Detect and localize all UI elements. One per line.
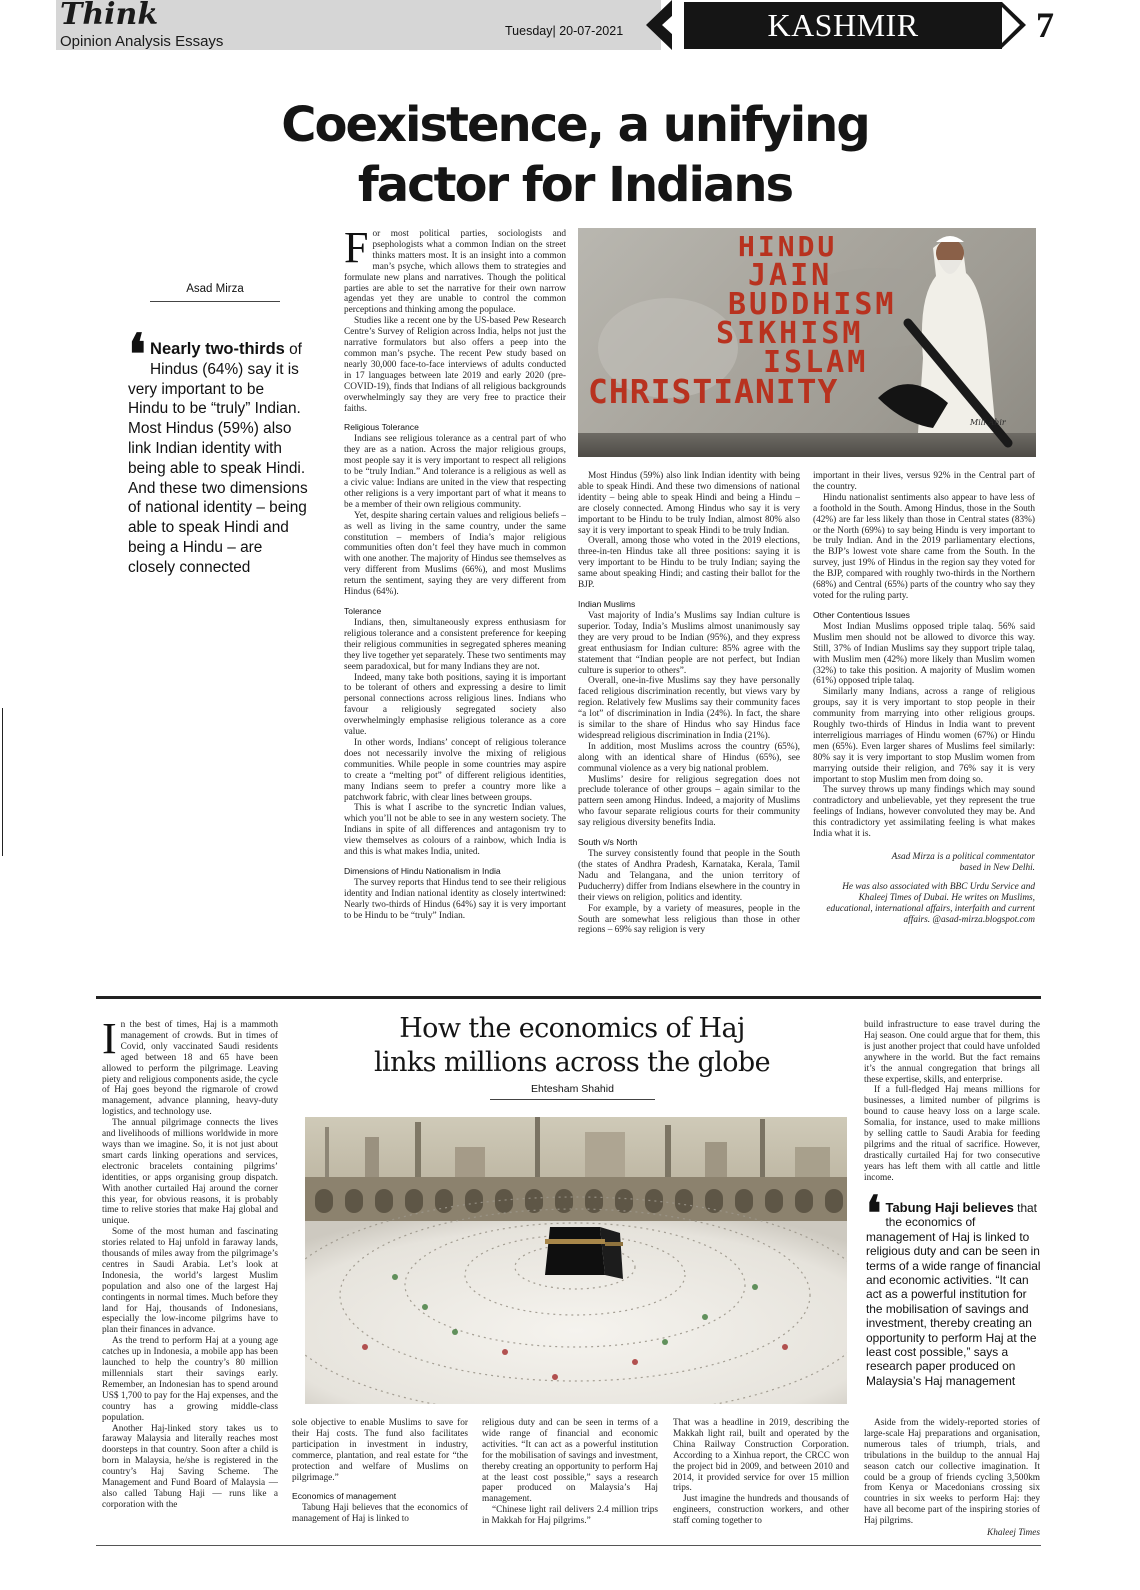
- graffiti-word: ISLAM: [763, 345, 869, 380]
- graffiti-text: [588, 230, 897, 411]
- article2-headline-line1: How the economics of Haj: [399, 1013, 745, 1044]
- article1-headline: [180, 95, 970, 215]
- subheading: Religious Tolerance: [344, 422, 419, 433]
- pull-quote-lead: Nearly two-thirds: [150, 340, 285, 358]
- paragraph: Vast majority of India’s Muslims say Indian culture is superior. Today, India’s Muslims almost unanimously say they are very proud to be Indian (95%), and they express great enthusiasm for Indian culture: 85% agree with the statement that “Indian people are not perfect, but Indian culture is superior to others”.: [578, 610, 800, 676]
- paragraph: In addition, most Muslims across the country (65%), along with an identical share of Hindus (65%), see communal violence as a very big national problem.: [578, 741, 800, 774]
- drop-cap: F: [344, 229, 369, 272]
- pull-quote-text: that the economics of management of Haj is linked to religious duty and can be seen in terms of a wide range of financial and economic activities. “It can act as a powerful institution for the mobilisation of savings and investment, thereby creating an opportunity to perform Haj at the least cost possible,” says a research paper produced on Malaysia’s Haj management: [866, 1201, 1041, 1388]
- paragraph: Tabung Haji believes that the economics of management of Haj is linked to: [292, 1503, 468, 1525]
- article1-headline-line1: Coexistence, a unifying: [281, 97, 869, 153]
- article1-column-2: [578, 471, 800, 981]
- paragraph: Most Hindus (59%) also link Indian identity with being able to speak Hindi. And these two dimensions of national identity – being able to speak Hindi and being a Hindu – are closely connected. Among Hindus who say it is very important to be Hindu to be truly Indian, almost 80% also say it is very important to speak Hindi to be truly Indian.: [578, 471, 800, 536]
- pull-quote-text: of Hindus (64%) say it is very important to be Hindu to be “truly” Indian. Most Hindus (59%) also link Indian identity with being able to speak Hindi. And these two dimensions of national identity – being able to speak Hindi and being a Hindu – are closely connected: [128, 341, 308, 576]
- paragraph: Yet, despite sharing certain values and religious beliefs – as well as living in the same country, under the same constitution – members of India’s major religious communities often don’t feel they have much in common with one another. The majority of Hindus see themselves as very different from Muslims (66%), and most Muslims return the sentiment, saying they are very different from Hindus (64%).: [344, 510, 566, 598]
- quote-mark-icon: ❛: [866, 1186, 882, 1242]
- page-number: 7: [1036, 5, 1054, 45]
- paragraph: Most Indian Muslims opposed triple talaq. 56% said Muslim men should not be allowed to divorce this way. Still, 37% of Indian Muslims say they support triple talaq, with Muslim men (42%) more likely than Muslim women (32%) to take this position. A majority of Muslim women (61%) opposed triple talaq.: [813, 621, 1035, 687]
- paragraph: In other words, Indians’ concept of religious tolerance does not necessarily involve the mixing of religious communities. While people in some countries may aspire to create a “melting pot” of different religious identities, many Indians seem to prefer a country more like a patchwork fabric, with clear lines between groups.: [344, 737, 566, 803]
- paragraph: The survey reports that Hindus tend to see their religious identity and Indian national identity as closely intertwined: Nearly two-thirds of Hindus (64%) say it is very important to be Hindu to be “truly” Indian.: [344, 877, 566, 921]
- subheading: Indian Muslims: [578, 598, 636, 609]
- paragraph: Overall, one-in-five Muslims say they have personally faced religious discrimination recently, but views vary by region. Relatively few Muslims say their community faces “a lot” of discrimination in India (24%). In fact, the share is similar to the share of Hindus who say Hindus face widespread religious discrimination in India (21%).: [578, 676, 800, 741]
- section-title: Think: [60, 0, 159, 32]
- subheading: Other Contentious Issues: [813, 609, 910, 620]
- paragraph: This is what I ascribe to the syncretic Indian values, which you’ll not be able to see in any western society. The Indians in spite of all differences and antagonism try to view themselves as colours of a rainbow, which India is and this is what makes India, united.: [344, 803, 566, 858]
- paragraph: Indeed, many take both positions, saying it is important to be tolerant of others and expressing a desire to limit personal connections across religious lines. Indians who favour a religiously segregated society also overwhelmingly emphasise religious tolerance as a core value.: [344, 672, 566, 738]
- subheading: Tolerance: [344, 606, 382, 616]
- paragraph: The annual pilgrimage connects the lives and livelihoods of millions worldwide in more ways than we imagine. So, it is not just about smart cards linking operations and services, electronic bracelets containing pilgrims’ identities, or apps organising group dispatch. With another curtailed Haj around the corner this year, for obvious reasons, it is probably time to relive stories that make Haj global and unique.: [102, 1118, 278, 1227]
- article2-headline-line2: links millions across the globe: [374, 1047, 770, 1078]
- byline-rule: [150, 301, 280, 302]
- article1-column-3: [813, 471, 1035, 971]
- paragraph: Just imagine the hundreds and thousands of engineers, construction workers, and other staff coming together to: [673, 1494, 849, 1527]
- pull-quote-lead: Tabung Haji believes: [885, 1200, 1014, 1215]
- article1-column-1: [344, 229, 566, 989]
- article1-pull-quote: [128, 322, 308, 578]
- paragraph: Studies like a recent one by the US-based Pew Research Centre’s Survey of Religion across India, helps not just the narrative formulators but also offers a peep into the common man’s psyche. The recent Pew study based on nearly 30,000 face-to-face interviews of adults conducted in 17 languages between late 2019 and early 2020 (pre-COVID-19), finds that Indians of all religious backgrounds overwhelmingly say they are very free to practice their faiths.: [344, 316, 566, 414]
- paragraph: Similarly many Indians, across a range of religious groups, say it is very important to stop people in their community from marrying into other religious groups. Roughly two-thirds of Hindus in India want to prevent interreligious marriages of Hindu women (67%) or Hindu men (65%). Even larger shares of Muslims feel similarly: 80% say it is very important to stop Muslim women from marrying outside their religion, and 76% say it is very important to stop Muslim men from doing so.: [813, 687, 1035, 785]
- graffiti-word: SIKHISM: [716, 316, 864, 351]
- paragraph: Hindu nationalist sentiments also appear to have less of a foothold in the South. Among Hindus, those in the South (42%) are far less likely than those in Central states (83%) or the North (69%) to say being Hindu is very important to be truly Indian. And in the 2019 parliamentary elections, the BJP’s lowest vote share came from the South. In the survey, just 19% of Hindus in the region say they voted for the BJP, compared with roughly two-thirds in the Northern (68%) and Central (65%) parts of the country who say they voted for the ruling party.: [813, 492, 1035, 601]
- article2-column-3: [482, 1418, 658, 1538]
- graffiti-word: JAIN: [748, 258, 833, 293]
- subheading: Dimensions of Hindu Nationalism in India: [344, 865, 501, 876]
- section-subtitle: Opinion Analysis Essays: [60, 33, 224, 50]
- paragraph: n the best of times, Haj is a mammoth management of crowds. But in times of Covid, only vaccinated Saudi residents aged between 18 and 65 have been allowed to perform the pilgrimage. Leaving piety and religious components aside, the cycle of Haj goes beyond the rigmarole of crowd management, advance planning, heavy-duty logistics, and technology use.: [102, 1020, 278, 1118]
- paragraph: For example, by a variety of measures, people in the South are somewhat less religious than those in other regions – 69% say religion is very: [578, 903, 800, 936]
- author-bio: [813, 852, 1035, 925]
- article2-column-5: [864, 1020, 1040, 1192]
- article2-column-4: [673, 1418, 849, 1538]
- masthead: KASHMIR OBSERVER: [684, 2, 1002, 49]
- paragraph: important in their lives, versus 92% in the Central part of the country.: [813, 471, 1035, 492]
- byline-rule: [490, 1099, 655, 1100]
- subheading: South v/s North: [578, 837, 638, 848]
- issue-date: Tuesday| 20-07-2021: [505, 24, 624, 38]
- paragraph: That was a headline in 2019, describing the Makkah light rail, built and operated by the China Railway Construction Corporation. According to a Xinhua report, the CRCC won the project bid in 2009, and between 2010 and 2014, it provided service for over 15 million trips.: [673, 1418, 849, 1494]
- graffiti-word: HINDU: [738, 230, 838, 263]
- article2-pull-quote: [866, 1186, 1042, 1388]
- article1-byline: Asad Mirza: [186, 283, 244, 295]
- paragraph: If a full-fledged Haj means millions for businesses, a limited number of pilgrims is bound to cause heavy loss on a large scale. Somalia, for instance, used to make millions by selling cattle to Saudi Arabia for feeding pilgrims and the ritual of sacrifice. However, drastically curtailed Haj for two consecutive years has left them with all cattle and little income.: [864, 1085, 1040, 1183]
- paragraph: sole objective to enable Muslims to save for their Haj costs. The fund also facilitates participation in investment in industry, commerce, plantation, and real estate for “the protection and welfare of Muslims on pilgrimage.”: [292, 1418, 468, 1483]
- paragraph: The survey consistently found that people in the South (the states of Andhra Pradesh, Karnataka, Kerala, Tamil Nadu and Telangana, and the union territory of Puducherry) differ from Indians elsewhere in the country in their views on religion, politics and identity.: [578, 849, 800, 903]
- article2-photo: [305, 1117, 847, 1404]
- article2-byline: Ehtesham Shahid: [531, 1083, 614, 1095]
- paragraph: “Chinese light rail delivers 2.4 million trips in Makkah for Haj pilgrims.”: [482, 1505, 658, 1527]
- subheading: Economics of management: [292, 1491, 397, 1502]
- paragraph: Overall, among those who voted in the 2019 elections, three-in-ten Hindus take all three positions: saying it is very important to be Hindu to be truly Indian; saying the same about speaking Hindi; and casting their ballot for the BJP.: [578, 536, 800, 591]
- drop-cap: I: [102, 1020, 117, 1063]
- page-bottom-rule: [96, 1545, 1041, 1546]
- author-bio-line: He was also associated with BBC Urdu Service and Khaleej Times of Dubai. He writes on Muslims, educational, international affairs, interfaith and current affairs. @asad-mirza.blogspot.com: [826, 881, 1035, 925]
- graffiti-word: BUDDHISM: [728, 287, 897, 322]
- paragraph: build infrastructure to ease travel during the Haj season. One could argue that for them, this is just another project that could have unfolded anywhere in the world. But the fact remains it’s the annual congregation that brings all these expertise, skills, and enterprise.: [864, 1020, 1040, 1085]
- article-divider: [96, 996, 1041, 999]
- graffiti-word: CHRISTIANITY: [588, 372, 839, 411]
- article2-headline: [298, 1012, 846, 1080]
- paragraph: Some of the most human and fascinating stories related to Haj unfold in faraway lands, thousands of miles away from the pilgrimage’s centres in Saudi Arabia. Let’s look at Indonesia, the world’s largest Muslim population and also one of the largest Haj contingents in normal times. Much before they land for Haj, thousands of Indonesians, especially the low-income pilgrims have to plan their finances in advance.: [102, 1227, 278, 1336]
- haj-illustration: [305, 1117, 847, 1404]
- paragraph: As the trend to perform Haj at a young age catches up in Indonesia, a mobile app has been launched to help the country’s 80 million millennials start their savings early. Remember, an Indonesian has to spend around US$ 1,700 to pay for the Haj expenses, and the country has a growing middle-class population.: [102, 1336, 278, 1423]
- photo-credit: Mili Ahir: [970, 418, 1006, 427]
- paragraph: Indians, then, simultaneously express enthusiasm for religious tolerance and a consistent preference for keeping their religious communities in segregated spheres meaning they live together yet separately. These two sentiments may seem paradoxical, but for many Indians they are not.: [344, 618, 566, 672]
- paragraph: Muslims’ desire for religious segregation does not preclude tolerance of other groups – again similar to the pattern seen among Hindus. Indeed, a majority of Muslims who favour separate religious courts for their community say religious diversity benefits India.: [578, 774, 800, 829]
- paragraph: Aside from the widely-reported stories of large-scale Haj preparations and organisation, numerous tales of triumph, trials, and tribulations in the buildup to the annual Haj season catch our collective imagination. It could be a group of friends cycling 3,500km from Kenya or Macedonians crossing six countries in six weeks to perform Haj: they have all become part of the inspiring stories of Haj pilgrims.: [864, 1418, 1040, 1527]
- article2-column-5-end: [864, 1418, 1040, 1542]
- paragraph: or most political parties, sociologists and psephologists what a common Indian on the street thinks matters most. It is an insight into a common man’s psyche, which allows them to strategies and formulate new plans and narratives. Though the political parties are able to set the narrative for their own narrow agendas yet they are unable to control the common perceptions and thinking among the populace.: [344, 229, 566, 316]
- quote-mark-icon: ❛: [128, 322, 147, 388]
- author-bio-line: Asad Mirza is a political commentator based in New Delhi.: [891, 852, 1035, 873]
- paragraph: The survey throws up many findings which may sound contradictory and unbelievable, yet they represent the true feelings of Indians, however convoluted they may be. And this contradictory yet assimilating feeling is what makes India what it is.: [813, 785, 1035, 840]
- article2-column-1: [102, 1020, 278, 1542]
- paragraph: Another Haj-linked story takes us to faraway Malaysia and literally reaches most doorsteps in that country. Soon after a child is born in Malaysia, he/she is registered in the country’s Haj Saving Scheme. The Management and Fund Board of Malaysia — also called Tabung Haji — runs like a corporation with the: [102, 1423, 278, 1510]
- paragraph: religious duty and can be seen in terms of a wide range of financial and economic activities. “It can act as a powerful institution for the mobilisation of savings and investment, thereby creating an opportunity to perform Haj at the least cost possible,” says a research paper produced on Malaysia’s Haj management.: [482, 1418, 658, 1505]
- margin-mark: [2, 708, 3, 856]
- article1-headline-line2: factor for Indians: [357, 157, 793, 213]
- source-credit: Khaleej Times: [987, 1528, 1040, 1539]
- paragraph: Indians see religious tolerance as a central part of who they are as a nation. Across the major religious groups, most people say it is very important to respect all religions to be “truly Indian.” And tolerance is a religious as well as a civic value: Indians are united in the view that respecting other religions is a very important part of what it means to be a member of their own religious community.: [344, 434, 566, 510]
- article1-photo: [578, 228, 1036, 457]
- article2-column-2: [292, 1418, 468, 1538]
